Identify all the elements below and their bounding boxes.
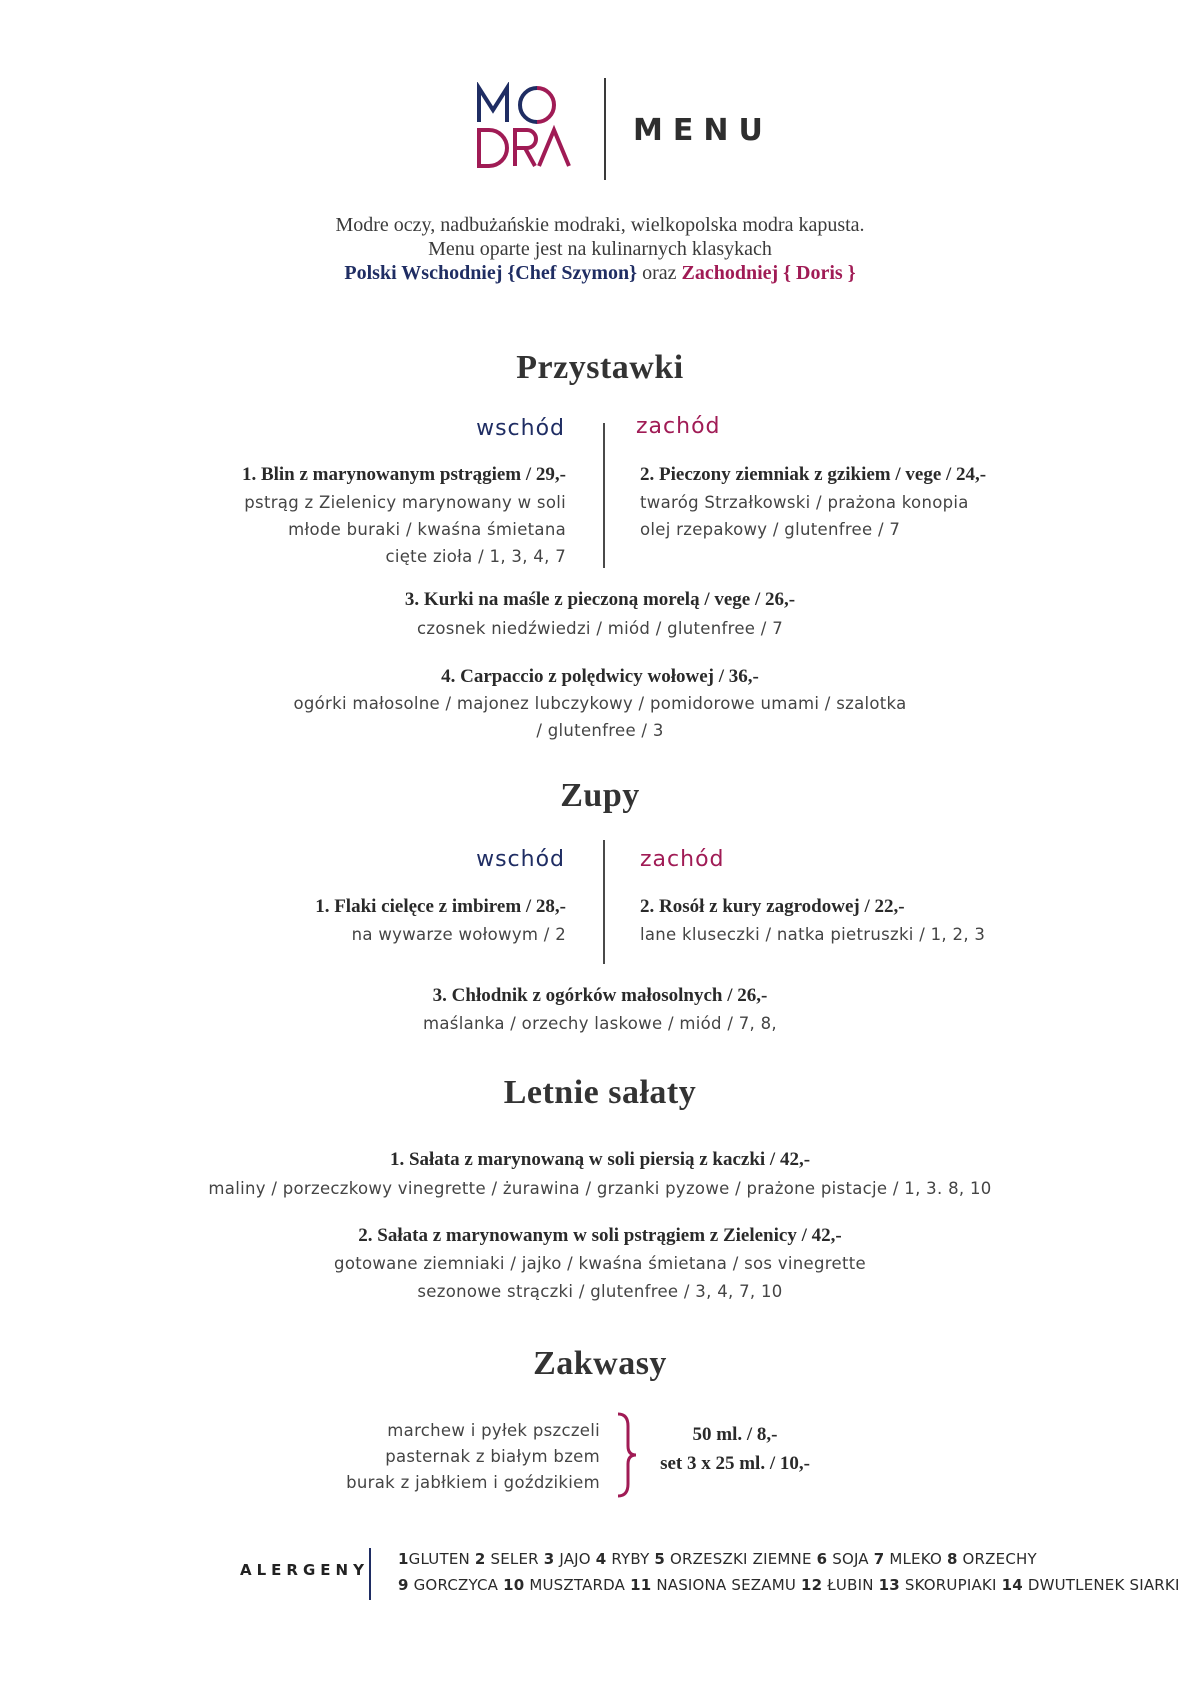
allergen-name: DWUTLENEK SIARKI <box>1022 1576 1180 1594</box>
header-divider <box>604 78 606 180</box>
intro-west-chef: Zachodniej { Doris } <box>681 262 856 284</box>
allergen-name: NASIONA SEZAMU <box>651 1576 802 1594</box>
alergeny-row-2 <box>398 1576 1180 1594</box>
salaty-dish-1-desc-1: maliny / porzeczkowy vinegrette / żurawina / grzanki pyzowe / prażone pistacje / 1, 3. 8, 10 <box>208 1179 992 1198</box>
przystawki-dish-1-desc-2: młode buraki / kwaśna śmietana <box>288 520 566 539</box>
zupy-dish-1-desc-1: na wywarze wołowym / 2 <box>351 925 566 944</box>
section-title-zupy: Zupy <box>560 777 640 814</box>
zupy-dish-3-title: 3. Chłodnik z ogórków małosolnych / 26,- <box>432 985 768 1006</box>
przystawki-west-label: zachód <box>636 414 721 439</box>
zupy-dish-2-title: 2. Rosół z kury zagrodowej / 22,- <box>640 896 905 917</box>
allergen-name: RYBY <box>606 1550 655 1568</box>
salaty-dish-2-title: 2. Sałata z marynowanym w soli pstrągiem z Zielenicy / 42,- <box>358 1225 842 1246</box>
przystawki-dish-1-desc-3: cięte zioła / 1, 3, 4, 7 <box>385 547 566 566</box>
section-title-przystawki: Przystawki <box>516 349 684 386</box>
intro-line-3 <box>0 261 1200 285</box>
allergen-name: SELER <box>485 1550 544 1568</box>
zakwasy-brace <box>612 1410 642 1500</box>
allergen-num: 10 <box>503 1576 525 1594</box>
allergen-name: SKORUPIAKI <box>899 1576 1002 1594</box>
salaty-dish-1-title: 1. Sałata z marynowaną w soli piersią z kaczki / 42,- <box>389 1149 811 1170</box>
allergen-num: 5 <box>654 1550 666 1568</box>
salaty-dish-2-desc-2: sezonowe strączki / glutenfree / 3, 4, 7, 10 <box>417 1282 783 1301</box>
allergen-num: 4 <box>595 1550 607 1568</box>
zakwasy-item-1: marchew i pyłek pszczeli <box>387 1421 600 1440</box>
przystawki-dish-2-desc-2: olej rzepakowy / glutenfree / 7 <box>640 520 901 539</box>
allergen-name: ORZECHY <box>957 1550 1037 1568</box>
allergen-num: 7 <box>873 1550 885 1568</box>
allergen-name: GLUTEN <box>408 1550 475 1568</box>
przystawki-dish-1-title: 1. Blin z marynowanym pstrągiem / 29,- <box>241 464 566 485</box>
allergen-num: 12 <box>801 1576 823 1594</box>
zupy-dish-3-desc-1: maślanka / orzechy laskowe / miód / 7, 8, <box>423 1014 777 1033</box>
przystawki-dish-4-desc-2: / glutenfree / 3 <box>536 721 664 740</box>
allergen-num: 9 <box>398 1576 409 1594</box>
zakwasy-price-1: 50 ml. / 8,- <box>692 1424 778 1445</box>
section-title-salaty: Letnie sałaty <box>503 1074 697 1111</box>
intro-oraz: oraz <box>637 262 682 284</box>
allergen-num: 14 <box>1001 1576 1023 1594</box>
przystawki-east-label: wschód <box>476 416 565 441</box>
allergen-name: SOJA <box>827 1550 874 1568</box>
zakwasy-item-3: burak z jabłkiem i goździkiem <box>346 1473 600 1492</box>
allergen-num: 8 <box>946 1550 958 1568</box>
modra-logo <box>475 82 575 172</box>
przystawki-dish-4-title: 4. Carpaccio z polędwicy wołowej / 36,- <box>441 666 759 687</box>
allergen-num: 3 <box>543 1550 555 1568</box>
intro-line-2: Menu oparte jest na kulinarnych klasykach <box>428 238 772 260</box>
przystawki-dish-3-desc-1: czosnek niedźwiedzi / miód / glutenfree / 7 <box>416 619 783 638</box>
zupy-dish-1-title: 1. Flaki cielęce z imbirem / 28,- <box>315 896 566 917</box>
przystawki-dish-2-desc-1: twaróg Strzałkowski / prażona konopia <box>640 493 969 512</box>
allergen-name: JAJO <box>554 1550 596 1568</box>
zupy-east-label: wschód <box>476 847 565 872</box>
allergen-num: 11 <box>630 1576 652 1594</box>
alergeny-label: ALERGENY <box>240 1561 369 1579</box>
allergen-num: 1 <box>398 1550 409 1568</box>
allergen-name: ŁUBIN <box>822 1576 879 1594</box>
alergeny-divider <box>369 1548 371 1600</box>
section-title-zakwasy: Zakwasy <box>533 1345 667 1382</box>
salaty-dish-2-desc-1: gotowane ziemniaki / jajko / kwaśna śmietana / sos vinegrette <box>334 1254 866 1273</box>
allergen-num: 13 <box>878 1576 900 1594</box>
przystawki-dish-1-desc-1: pstrąg z Zielenicy marynowany w soli <box>244 493 566 512</box>
przystawki-divider <box>603 423 605 568</box>
zupy-west-label: zachód <box>640 847 725 872</box>
allergen-num: 2 <box>474 1550 486 1568</box>
intro-line-1: Modre oczy, nadbużańskie modraki, wielkopolska modra kapusta. <box>335 214 865 236</box>
allergen-name: MUSZTARDA <box>524 1576 631 1594</box>
intro-east-chef: Polski Wschodniej {Chef Szymon} <box>344 262 638 284</box>
allergen-name: MLEKO <box>884 1550 947 1568</box>
zakwasy-item-2: pasternak z białym bzem <box>385 1447 600 1466</box>
przystawki-dish-2-title: 2. Pieczony ziemniak z gzikiem / vege / 24,- <box>640 464 987 485</box>
alergeny-row-1 <box>398 1550 1037 1568</box>
zupy-divider <box>603 840 605 964</box>
zupy-dish-2-desc-1: lane kluseczki / natka pietruszki / 1, 2, 3 <box>640 925 986 944</box>
przystawki-dish-4-desc-1: ogórki małosolne / majonez lubczykowy / pomidorowe umami / szalotka <box>293 694 907 713</box>
zakwasy-price-2: set 3 x 25 ml. / 10,- <box>660 1453 810 1474</box>
allergen-name: ORZESZKI ZIEMNE <box>665 1550 817 1568</box>
allergen-num: 6 <box>816 1550 828 1568</box>
allergen-name: GORCZYCA <box>408 1576 504 1594</box>
przystawki-dish-3-title: 3. Kurki na maśle z pieczoną morelą / vege / 26,- <box>404 589 796 610</box>
menu-heading: MENU <box>633 113 773 148</box>
